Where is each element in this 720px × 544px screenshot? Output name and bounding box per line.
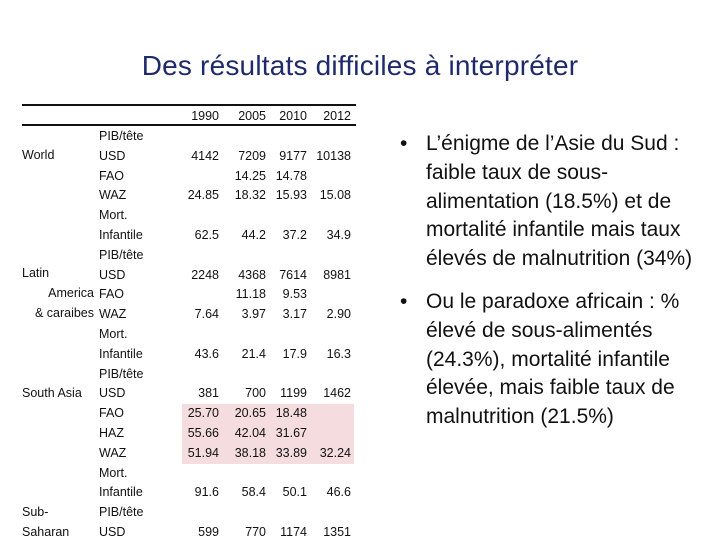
indicator-label: Infantile (99, 485, 143, 500)
indicator-label: PIB/tête (99, 505, 144, 520)
value-cell: 9177 (279, 148, 307, 163)
value-cell: 21.4 (241, 346, 266, 361)
region-label: South Asia (22, 386, 82, 400)
indicator-label: WAZ (99, 445, 127, 460)
value-cell: 51.94 (187, 445, 219, 460)
value-cell: 4142 (191, 148, 219, 163)
indicator-label: USD (99, 386, 126, 401)
bullet-text: L’énigme de l’Asie du Sud : faible taux de sous-alimentation (18.5%) et de mortalité infantile mais taux élevés de malnutrition (34%) (426, 132, 693, 271)
value-cell: 15.93 (275, 188, 307, 203)
value-cell: 8981 (323, 267, 351, 282)
value-cell: 55.66 (187, 426, 219, 440)
region-label: America (48, 286, 94, 300)
value-cell: 2.90 (326, 307, 351, 322)
region-label: & caraibes (34, 306, 94, 320)
value-cell: 25.70 (187, 406, 219, 421)
value-cell: 18.32 (234, 188, 266, 203)
value-cell: 17.9 (282, 346, 307, 361)
value-cell: 15.08 (319, 188, 351, 203)
indicator-label: WAZ (99, 307, 127, 322)
value-cell: 43.6 (194, 346, 219, 361)
value-cell: 599 (198, 525, 219, 539)
indicator-label: Mort. (99, 208, 128, 223)
value-cell: 38.18 (234, 445, 266, 460)
value-cell: 10138 (316, 148, 351, 163)
region-label: Sub- (22, 505, 49, 519)
value-cell: 9.53 (282, 287, 307, 302)
value-cell: 1174 (280, 525, 307, 539)
indicator-label: Infantile (99, 228, 143, 242)
indicator-label: USD (99, 267, 126, 282)
value-cell: 11.18 (235, 287, 266, 302)
indicator-label: USD (99, 525, 126, 539)
indicator-label: FAO (99, 406, 125, 421)
bullet-marker: • (400, 132, 408, 155)
value-cell: 44.2 (241, 228, 266, 242)
value-cell: 770 (245, 525, 266, 539)
bullet-item (398, 288, 698, 432)
region-label: World (22, 148, 55, 162)
value-cell: 1199 (280, 386, 307, 401)
value-cell: 4368 (238, 267, 266, 282)
bullet-text: Ou le paradoxe africain : % élevé de sous-alimentés (24.3%), mortalité infantile élevée, mais faible taux de malnutrition (21.5%) (426, 289, 680, 429)
data-table (22, 104, 356, 544)
indicator-label: Infantile (99, 346, 143, 361)
indicator-label: PIB/tête (99, 247, 144, 262)
value-cell: 7209 (238, 148, 266, 163)
value-cell: 700 (245, 386, 266, 401)
region-label: Saharan (22, 525, 70, 539)
value-cell: 32.24 (319, 445, 351, 460)
value-cell: 31.67 (275, 426, 307, 440)
value-cell: 1462 (323, 386, 351, 401)
value-cell: 24.85 (187, 188, 219, 203)
value-cell: 1351 (323, 525, 351, 539)
value-cell: 91.6 (194, 485, 219, 500)
bullet-item (398, 130, 698, 274)
year-header: 2010 (279, 109, 307, 123)
year-header: 2005 (238, 109, 266, 123)
value-cell: 37.2 (282, 228, 307, 242)
bullet-list (398, 130, 698, 446)
indicator-label: Mort. (99, 327, 128, 341)
value-cell: 33.89 (275, 445, 307, 460)
value-cell: 18.48 (275, 406, 307, 421)
value-cell: 3.97 (241, 307, 266, 322)
region-label: Latin (22, 266, 50, 280)
value-cell: 14.78 (275, 168, 307, 183)
value-cell: 20.65 (234, 406, 266, 421)
table-top-rule (22, 104, 356, 106)
indicator-label: PIB/tête (99, 366, 144, 381)
indicator-label: PIB/tête (99, 129, 144, 143)
year-header: 1990 (191, 109, 219, 123)
value-cell: 58.4 (241, 485, 266, 500)
value-cell: 7.64 (194, 307, 219, 322)
value-cell: 46.6 (326, 485, 351, 500)
value-cell: 62.5 (194, 228, 219, 242)
year-header: 2012 (323, 109, 351, 123)
value-cell: 34.9 (326, 228, 351, 242)
value-cell: 2248 (191, 267, 219, 282)
value-cell: 16.3 (326, 346, 351, 361)
value-cell: 381 (198, 386, 219, 401)
value-cell: 14.25 (234, 168, 266, 183)
value-cell: 42.04 (234, 426, 266, 440)
value-cell: 7614 (279, 267, 307, 282)
value-cell: 50.1 (282, 485, 307, 500)
indicator-label: FAO (99, 287, 125, 302)
bullet-marker: • (400, 289, 408, 313)
indicator-label: FAO (99, 168, 125, 183)
value-cell: 3.17 (282, 307, 307, 322)
indicator-label: Mort. (99, 465, 128, 480)
indicator-label: HAZ (99, 426, 124, 440)
indicator-label: WAZ (99, 188, 127, 203)
indicator-label: USD (99, 148, 126, 163)
slide-title: Des résultats difficiles à interpréter (141, 50, 579, 81)
